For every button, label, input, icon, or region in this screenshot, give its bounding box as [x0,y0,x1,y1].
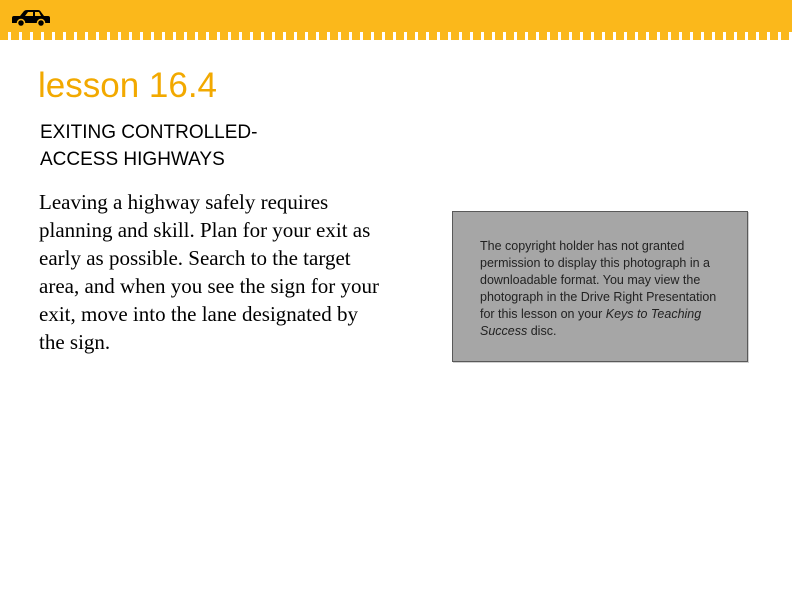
copyright-notice-title: Keys to Teaching Success [480,307,702,338]
section-heading-line-1: EXITING CONTROLLED- [40,122,258,143]
header-bar-dashed-edge [0,32,792,40]
photo-placeholder-box [452,211,748,362]
section-heading [40,119,340,173]
copyright-notice-end: disc. [527,324,557,338]
car-icon [10,9,52,27]
lesson-title: lesson 16.4 [38,66,218,105]
section-heading-line-2: ACCESS HIGHWAYS [40,149,225,170]
copyright-notice-text: The copyright holder has not granted permission to display this photograph in a downloadable format. You may view the photograph in the Drive Right Presentation for this lesson on your [480,239,717,321]
copyright-notice [480,238,730,340]
body-paragraph: Leaving a highway safely requires planning and skill. Plan for your exit as early as possible. Search to the target area, and when you see the sign for your exit, move into the lane designated by the sign. [39,190,379,354]
